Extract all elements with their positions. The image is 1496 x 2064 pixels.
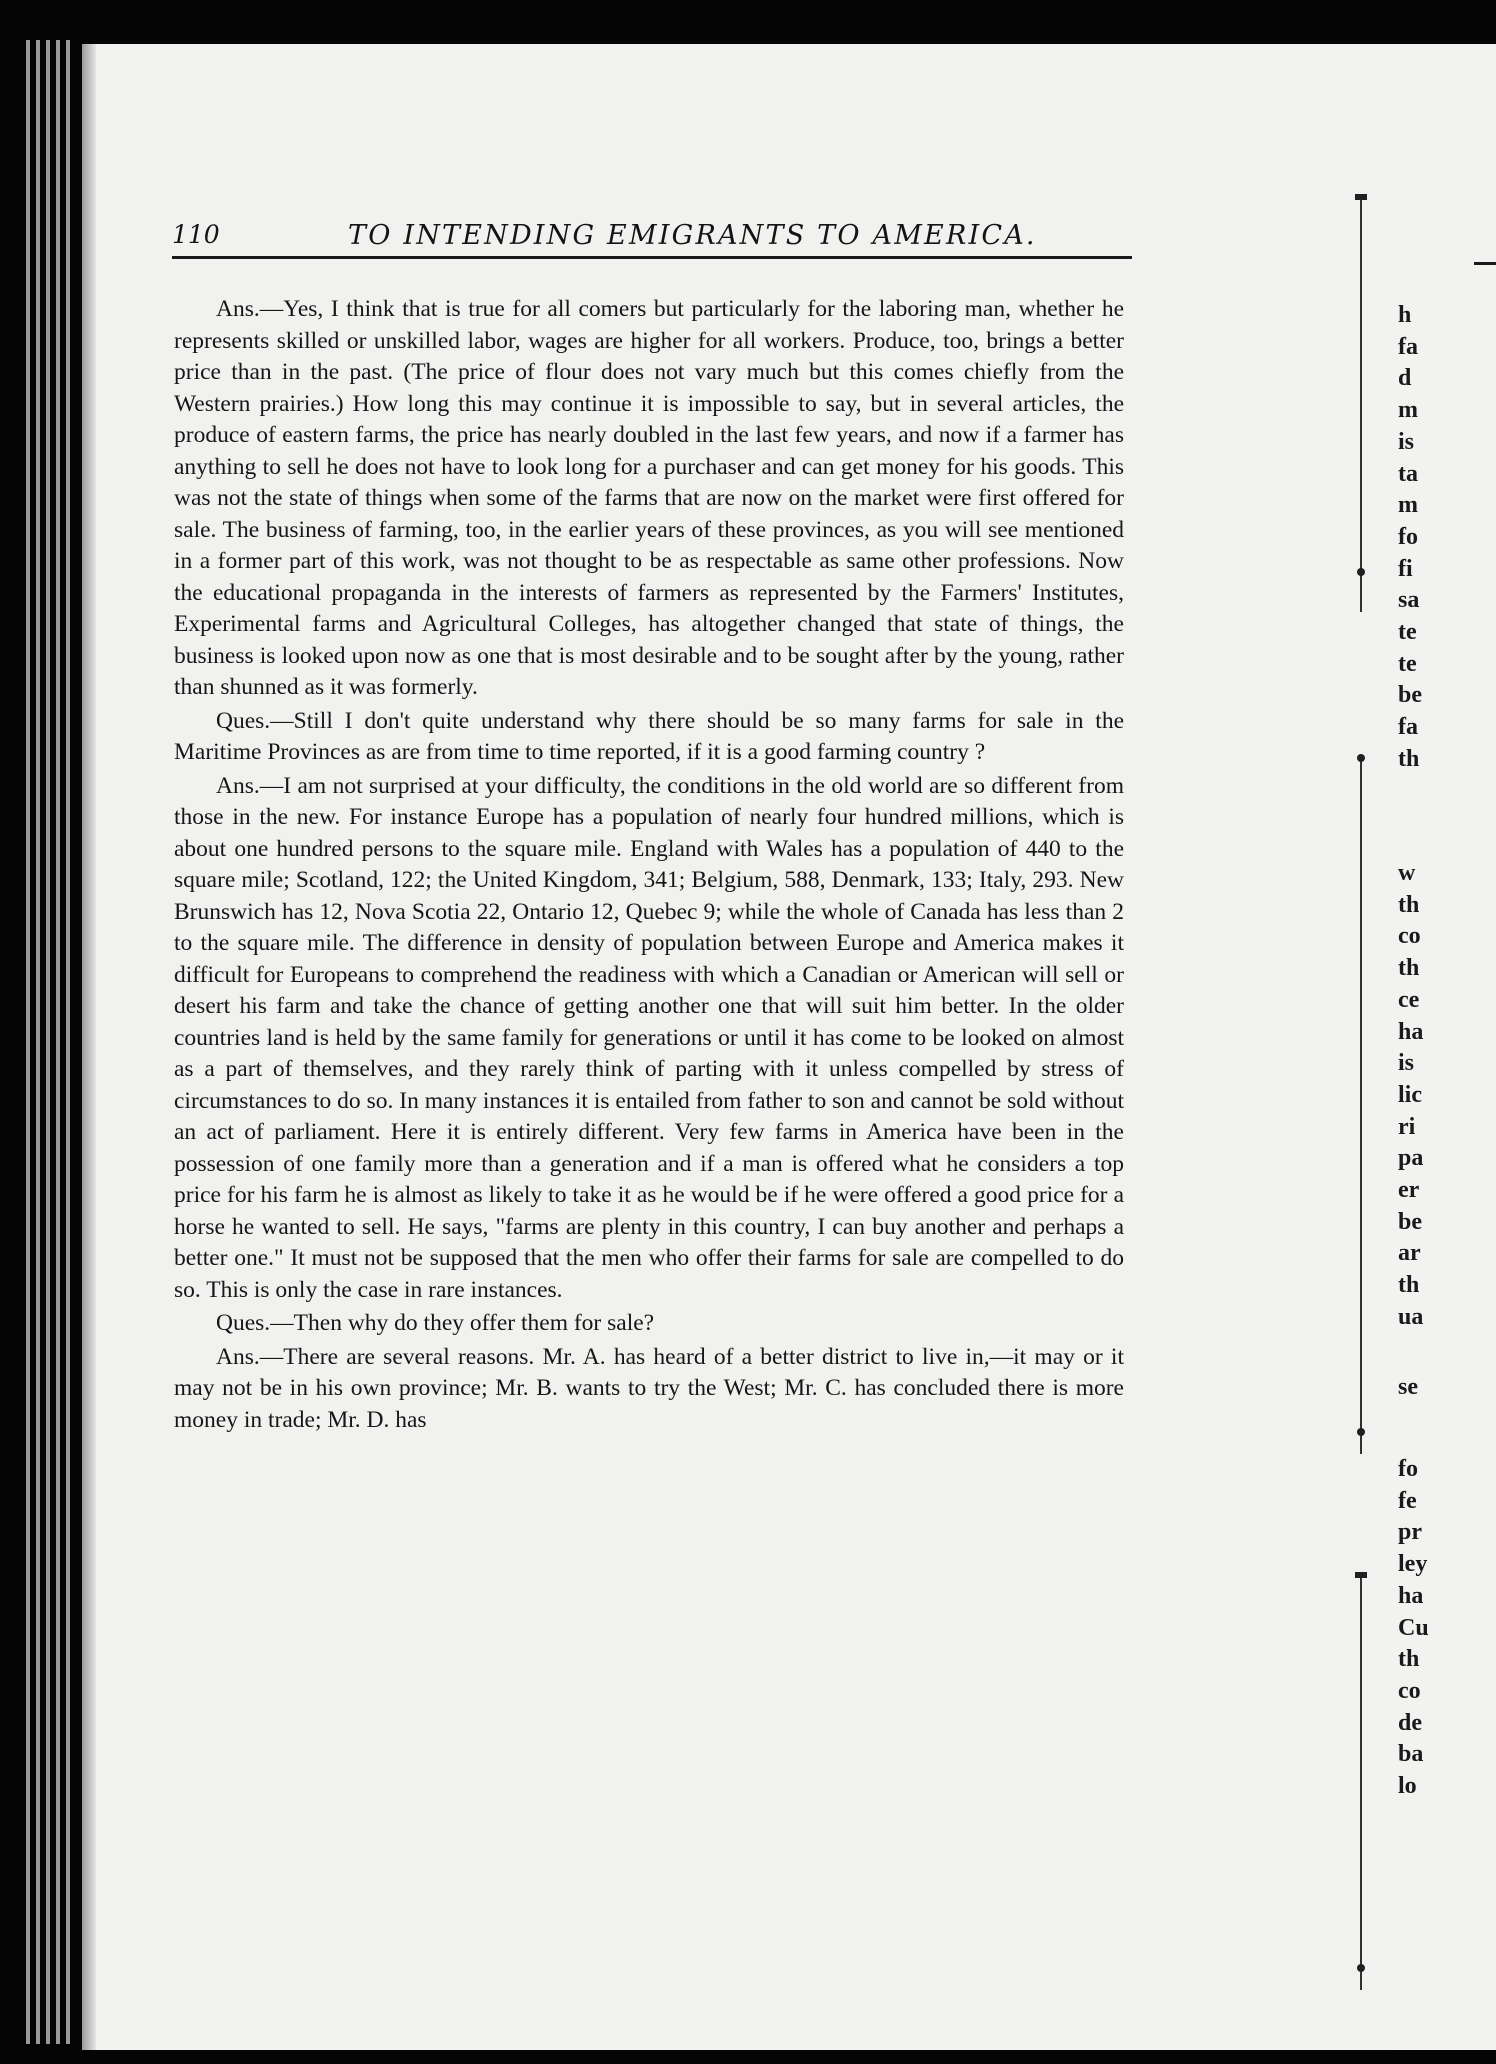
page-stack-edge [36,40,40,2044]
binding-mark [1357,568,1365,576]
facing-page-fragment: ar [1398,1240,1421,1267]
facing-page-fragment: te [1398,650,1417,677]
facing-page-fragment: ley [1398,1551,1428,1578]
binding-thread [1360,196,1362,612]
facing-page-fragment: th [1398,955,1420,982]
page-stack-edge [26,40,30,2044]
facing-page-fragment: m [1398,492,1418,519]
page-stack-edge [66,40,70,2044]
facing-page-fragment: lic [1398,1081,1422,1108]
facing-page-fragment: fa [1398,333,1418,360]
facing-page-fragment: th [1398,1646,1420,1673]
running-head [172,220,1132,254]
paragraph: Ans.—There are several reasons. Mr. A. has heard of a better district to live in,—it may or it may not be in his own province; Mr. B. wants to try the West; Mr. C. has concluded there is more money in trade; Mr. D. has [174,1343,1124,1433]
facing-page-fragment: th [1398,745,1420,772]
body-text [174,294,1124,1438]
facing-page-fragment: be [1398,682,1422,709]
page-shadow [82,44,96,2050]
facing-page-fragment: th [1398,891,1420,918]
page-stack-edge [56,40,60,2044]
facing-page-fragment: pa [1398,1145,1424,1172]
paragraph: Ques.—Then why do they offer them for sale? [216,1310,655,1336]
facing-page-fragment: w [1398,860,1416,886]
facing-page-fragment: fe [1398,1487,1417,1514]
facing-page-fragment: is [1398,428,1415,455]
facing-page-fragment: ha [1398,1582,1424,1609]
binding-mark [1357,1428,1365,1436]
facing-page-fragment: de [1398,1709,1422,1736]
facing-page-fragment: ua [1398,1303,1424,1330]
facing-page-fragment: er [1398,1177,1420,1203]
facing-page-fragment: fo [1398,523,1418,550]
facing-page-fragment: co [1398,923,1421,950]
facing-page-fragment: m [1398,397,1418,424]
facing-page-fragment: th [1398,1272,1420,1299]
facing-page-fragment: ta [1398,460,1418,487]
paragraph: Ans.—Yes, I think that is true for all comers but particularly for the laboring man, whether he represents skilled or unskilled labor, wages are higher for all workers. Produce, too, brings a better price than in the past. (The price of flour does not vary much but this comes chiefly from the Western prairies.) How long this may continue it is impossible to say, but in several articles, the produce of eastern farms, the price has nearly doubled in the last few years, and now if a farmer has anything to sell he does not have to look long for a purchaser and can get money for his goods. This was not the state of things when some of the farms that are now on the market were first offered for sale. The business of farming, too, in the earlier years of these provinces, as you will see mentioned in a former part of this work, was not thought to be as respectable as same other professions. Now the educational propaganda in the interests of farmers as represented by the Farmers' Institutes, Experimental farms and Agricultural Colleges, has altogether changed that state of things, the business is looked upon now as one that is most desirable and to be sought after by the young, rather than shunned as it was formerly. [174,296,1124,700]
facing-page-fragment: sa [1398,587,1420,614]
binding-mark [1357,754,1365,762]
facing-page-fragment: is [1398,1050,1415,1077]
page-number: 110 [172,220,220,249]
facing-page-fragment: ce [1398,986,1420,1013]
page-stack-edge [46,40,50,2044]
facing-page-fragment: fo [1398,1456,1418,1482]
facing-page-fragment: co [1398,1677,1421,1704]
facing-page-fragment: te [1398,619,1417,645]
facing-page-fragment: Cu [1398,1614,1429,1641]
facing-page-fragment: pr [1398,1519,1422,1546]
binding-thread [1360,1574,1362,1990]
facing-page-fragment: fi [1398,555,1413,582]
paragraph: Ques.—Still I don't quite understand why there should be so many farms for sale in the Maritime Provinces as are from time to time reported, if it is a good farming country ? [174,707,1124,765]
facing-page [1388,44,1496,2050]
header-rule [172,256,1132,259]
binding-thread [1360,758,1362,1454]
paragraph: Ans.—I am not surprised at your difficulty, the conditions in the old world are so different from those in the new. For instance Europe has a population of nearly four hundred millions, which is about one hundred persons to the square mile. England with Wales has a population of 440 to the square mile; Scotland, 122; the United Kingdom, 341; Belgium, 588, Denmark, 133; Italy, 293. New Brunswich has 12, Nova Scotia 22, Ontario 12, Quebec 9; while the whole of Canada has less than 2 to the square mile. The difference in density of population between Europe and America makes it difficult for Europeans to comprehend the readiness with which a Canadian or American will sell or desert his farm and take the chance of getting another one that will suit him better. In the older countries land is held by the same family for generations or until it has come to be looked on almost as a part of themselves, and they rarely think of parting with it unless compelled by stress of circumstances to do so. In many instances it is entailed from father to son and cannot be sold without an act of parliament. Here it is entirely different. Very few farms in America have been in the possession of one family more than a generation and if a man is offered what he considers a top price for his farm he is almost as likely to take it as he would be if he were offered a good price for a horse he wanted to sell. He says, "farms are plenty in this country, I can buy another and perhaps a better one." It must not be supposed that the men who offer their farms for sale are compelled to do so. This is only the case in rare instances. [174,772,1124,1303]
binding-mark [1357,1964,1365,1972]
running-title: TO INTENDING EMIGRANTS TO AMERICA. [348,220,1037,251]
facing-page-fragment: h [1398,302,1412,328]
facing-page-fragment: ba [1398,1741,1424,1768]
facing-page-fragment: fa [1398,714,1418,741]
binding-mark [1355,1572,1367,1578]
facing-page-fragment: se [1398,1374,1418,1400]
facing-page-fragment: ha [1398,1018,1424,1045]
book-page [82,44,1388,2050]
binding-mark [1355,194,1367,200]
facing-page-fragment: d [1398,365,1412,392]
facing-page-fragment: be [1398,1208,1422,1235]
facing-page-fragment: ri [1398,1113,1416,1140]
facing-header-rule [1474,262,1496,265]
facing-page-fragment: lo [1398,1773,1417,1799]
